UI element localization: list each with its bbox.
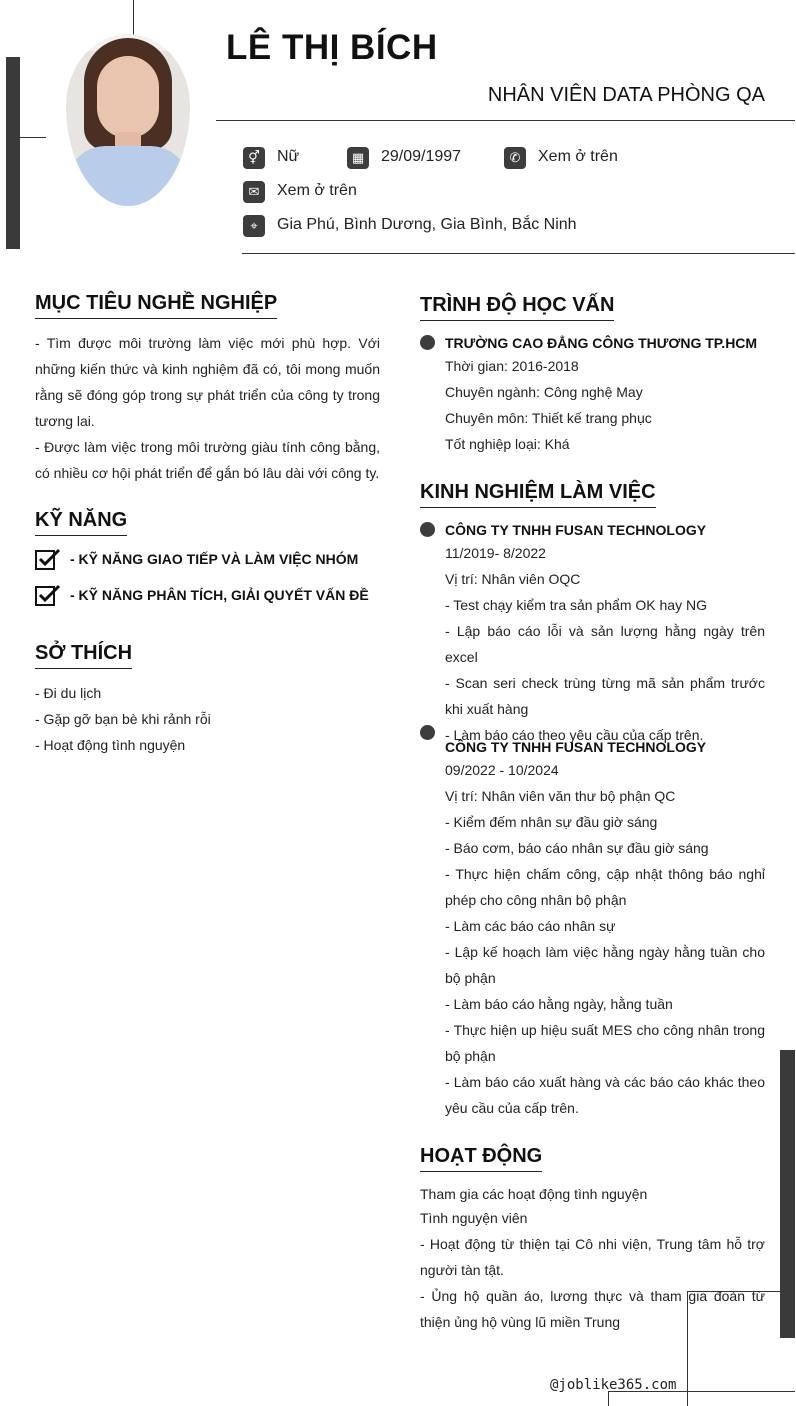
email-value: Xem ở trên	[277, 182, 357, 199]
calendar-icon: ▦	[347, 147, 369, 169]
company-name: CÔNG TY TNHH FUSAN TECHNOLOGY	[445, 739, 707, 755]
skill-item: - KỸ NĂNG PHÂN TÍCH, GIẢI QUYẾT VẤN ĐỀ	[70, 587, 369, 603]
job-line: - Lập kế hoạch làm việc hằng ngày hằng tuần cho bộ phận	[445, 944, 765, 986]
hobby-item: - Đi du lịch	[35, 685, 102, 701]
candidate-name: LÊ THỊ BÍCH	[226, 28, 438, 67]
phone-icon: ✆	[504, 147, 526, 169]
gender-value: Nữ	[277, 148, 300, 165]
education-line: Tốt nghiệp loại: Khá	[445, 436, 570, 452]
objective-paragraph: - Tìm được môi trường làm việc mới phù hợp. Với những kiến thức và kinh nghiệm đã có, tôi mong muốn rằng sẽ đóng góp trong sự phát triển của công ty trong tương lai.	[35, 335, 380, 429]
objective-title: MỤC TIÊU NGHỀ NGHIỆP	[35, 292, 277, 319]
checkbox-checked-icon	[35, 584, 61, 606]
job-line: Vị trí: Nhân viên văn thư bộ phận QC	[445, 788, 676, 804]
job-line: Vị trí: Nhân viên OQC	[445, 571, 581, 587]
job-line: - Thực hiện chấm công, cập nhật thông báo nghỉ phép cho công nhân bộ phận	[445, 866, 765, 908]
job-line: - Lập báo cáo lỗi và sản lượng hằng ngày trên excel	[445, 623, 765, 665]
hobbies-title: SỞ THÍCH	[35, 642, 132, 669]
job-period: 11/2019- 8/2022	[445, 545, 546, 561]
education-line: Chuyên ngành: Công nghệ May	[445, 384, 643, 400]
education-block	[445, 330, 765, 457]
job-line: - Kiểm đếm nhân sự đầu giờ sáng	[445, 814, 658, 830]
job-entry-1	[445, 517, 765, 748]
job-line: - Làm báo cáo xuất hàng và các báo cáo khác theo yêu cầu của cấp trên.	[445, 1074, 765, 1116]
header-divider	[216, 120, 795, 121]
job-line: - Làm báo cáo theo yêu cầu của cấp trên.	[445, 727, 704, 743]
activity-line: Tham gia các hoạt động tình nguyện	[420, 1186, 648, 1202]
job-title: NHÂN VIÊN DATA PHÒNG QA	[487, 84, 765, 106]
left-decor-line	[20, 137, 46, 138]
activity-line: Tình nguyện viên	[420, 1210, 528, 1226]
job-entry-2	[445, 734, 765, 1121]
skills-title: KỸ NĂNG	[35, 509, 127, 536]
objective-paragraph: - Được làm việc trong môi trường giàu tính công bằng, có nhiều cơ hội phát triển để gắn bó lâu dài với công ty.	[35, 439, 380, 481]
timeline-bullet	[420, 335, 435, 350]
skill-item: - KỸ NĂNG GIAO TIẾP VÀ LÀM VIỆC NHÓM	[70, 551, 359, 567]
right-decor-bar	[780, 1050, 795, 1338]
job-line: - Scan seri check trùng từng mã sản phẩm trước khi xuất hàng	[445, 675, 765, 717]
watermark: @joblike365.com	[550, 1377, 677, 1393]
activities-title: HOẠT ĐỘNG	[420, 1145, 542, 1172]
left-decor-bar	[6, 57, 20, 249]
job-line: - Test chạy kiểm tra sản phẩm OK hay NG	[445, 597, 707, 613]
job-line: - Thực hiện up hiệu suất MES cho công nhân trong bộ phận	[445, 1022, 765, 1064]
job-line: - Làm các báo cáo nhân sự	[445, 918, 616, 934]
mail-icon: ✉	[243, 181, 265, 203]
phone-value: Xem ở trên	[538, 148, 618, 165]
timeline-bullet	[420, 522, 435, 537]
experience-title: KINH NGHIỆM LÀM VIỆC	[420, 481, 656, 508]
birthday-value: 29/09/1997	[381, 148, 462, 165]
checkbox-checked-icon	[35, 548, 61, 570]
activity-line: - Ủng hộ quần áo, lương thực và tham gia đoàn từ thiện ủng hộ vùng lũ miền Trung	[420, 1288, 765, 1330]
job-line: - Làm báo cáo hằng ngày, hằng tuần	[445, 996, 673, 1012]
education-line: Thời gian: 2016-2018	[445, 358, 579, 374]
objective-text	[35, 330, 380, 486]
job-period: 09/2022 - 10/2024	[445, 762, 559, 778]
company-name: CÔNG TY TNHH FUSAN TECHNOLOGY	[445, 522, 707, 538]
education-line: Chuyên môn: Thiết kế trang phục	[445, 410, 652, 426]
gender-icon: ⚥	[243, 147, 265, 169]
job-line: - Báo cơm, báo cáo nhân sự đầu giờ sáng	[445, 840, 709, 856]
top-decor-line	[133, 0, 134, 36]
hobby-item: - Hoạt động tình nguyện	[35, 737, 186, 753]
location-icon: ⌖	[243, 215, 265, 237]
activities-block	[420, 1181, 765, 1335]
school-name: TRƯỜNG CAO ĐẲNG CÔNG THƯƠNG TP.HCM	[445, 335, 758, 351]
contact-divider	[242, 253, 795, 254]
education-title: TRÌNH ĐỘ HỌC VẤN	[420, 294, 614, 321]
hobby-item: - Gặp gỡ bạn bè khi rảnh rỗi	[35, 711, 211, 727]
hobbies-list	[35, 680, 380, 758]
timeline-bullet	[420, 725, 435, 740]
avatar	[66, 34, 190, 206]
bottom-decor-vline-2	[608, 1391, 609, 1406]
activity-line: - Hoạt động từ thiện tại Cô nhi viện, Trung tâm hỗ trợ người tàn tật.	[420, 1236, 765, 1278]
address-value: Gia Phú, Bình Dương, Gia Bình, Bắc Ninh	[277, 216, 577, 233]
